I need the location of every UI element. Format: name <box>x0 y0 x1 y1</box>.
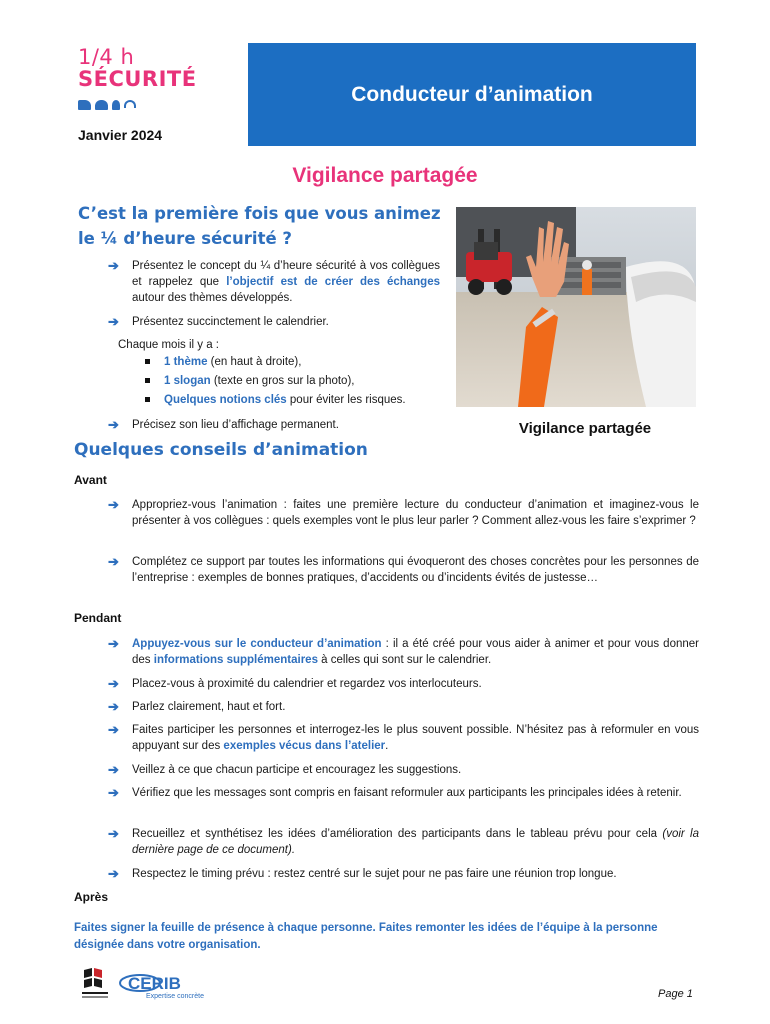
vigilance-photo <box>456 207 696 407</box>
pendant-bullet-7-text: Recueillez et synthétisez les idées d’amélioration des participants dans le tableau prévu pour cela <box>132 828 663 840</box>
intro-bullet-3 <box>108 417 440 433</box>
arrow-right-icon: ➔ <box>108 826 119 841</box>
arrow-right-icon: ➔ <box>108 258 119 273</box>
intro-question: C’est la première fois que vous animez le ¼ d’heure sécurité ? <box>78 204 441 248</box>
arrow-right-icon: ➔ <box>108 314 119 329</box>
avant-bullet-2-text: Complétez ce support par toutes les informations qui évoqueront des choses concrètes pour les personnes de l’entreprise : exemples de bonnes pratiques, d’accidents ou d’incidents évités de justesse… <box>132 556 699 584</box>
avant-bullet-1 <box>108 497 699 529</box>
pendant-bullet-1 <box>108 636 699 668</box>
glove-icon <box>112 100 120 110</box>
month-item-notions <box>145 392 406 408</box>
apres-text: Faites signer la feuille de présence à chaque personne. Faites remonter les idées de l’équipe à la personne désignée dans votre organisation. <box>74 922 658 951</box>
pendant-bullet-4-end: . <box>385 740 389 752</box>
intro-bullet-1-text: Présentez le concept du ¼ d’heure sécurité à vos collègues et rappelez que <box>132 260 440 288</box>
pendant-bullet-4-highlight: exemples vécus dans l’atelier <box>223 740 386 752</box>
square-bullet-icon <box>145 397 150 402</box>
header-banner <box>248 43 696 146</box>
federation-logo <box>80 966 112 1005</box>
pendant-bullet-7-note: (voir la dernière page de ce document). <box>132 828 699 856</box>
arrow-right-icon: ➔ <box>108 676 119 691</box>
square-bullet-icon <box>145 378 150 383</box>
pendant-bullet-1-highlight: Appuyez-vous sur le conducteur d’animation <box>132 638 382 650</box>
cerib-logo <box>118 967 208 1001</box>
safety-equipment-icons <box>78 100 136 110</box>
month-item-notions-label: Quelques notions clés <box>164 394 287 406</box>
section-pendant: Pendant <box>74 611 122 625</box>
avant-bullet-2 <box>108 554 699 586</box>
month-item-theme-label: 1 thème <box>164 356 208 368</box>
logo-line-2: SÉCURITÉ <box>78 67 197 91</box>
pendant-bullet-1-end: à celles qui sont sur le calendrier. <box>317 654 492 666</box>
month-item-notions-text: pour éviter les risques. <box>286 394 406 406</box>
arrow-right-icon: ➔ <box>108 636 119 651</box>
boot-icon <box>78 100 91 110</box>
avant-bullet-1-text: Appropriez-vous l’animation : faites une première lecture du conducteur d’animation et imaginez-vous le présenter à vos collègues : quels exemples vont le plus leur parler ? Comment allez-vous les faire s’exprimer ? <box>132 499 699 527</box>
document-date: Janvier 2024 <box>78 127 163 143</box>
headphones-icon <box>124 100 136 108</box>
pendant-bullet-8 <box>108 866 699 882</box>
pendant-bullet-2 <box>108 676 699 692</box>
intro-bullet-2-text: Présentez succinctement le calendrier. <box>132 316 329 328</box>
month-item-theme <box>145 354 301 370</box>
pendant-bullet-6 <box>108 785 699 801</box>
pendant-bullet-5-text: Veillez à ce que chacun participe et encouragez les suggestions. <box>132 764 462 776</box>
pendant-bullet-1-highlight-2: informations supplémentaires <box>153 654 318 666</box>
helmet-icon <box>95 100 108 110</box>
arrow-right-icon: ➔ <box>108 417 119 432</box>
photo-caption: Vigilance partagée <box>518 420 652 437</box>
month-item-slogan <box>145 373 354 389</box>
pendant-bullet-7 <box>108 826 699 858</box>
intro-bullet-1-highlight: l’objectif est de créer des échanges <box>226 276 440 288</box>
arrow-right-icon: ➔ <box>108 699 119 714</box>
pendant-bullet-8-text: Respectez le timing prévu : restez centré sur le sujet pour ne pas faire une réunion trop longue. <box>132 868 617 880</box>
month-item-slogan-label: 1 slogan <box>164 375 211 387</box>
month-intro: Chaque mois il y a : <box>118 339 219 351</box>
intro-bullet-1-end: autour des thèmes développés. <box>132 292 293 304</box>
pendant-bullet-3-text: Parlez clairement, haut et fort. <box>132 701 286 713</box>
pendant-bullet-6-text: Vérifiez que les messages sont compris en faisant reformuler aux participants les principales idées à retenir. <box>132 787 682 799</box>
pendant-bullet-3 <box>108 699 699 715</box>
arrow-right-icon: ➔ <box>108 762 119 777</box>
arrow-right-icon: ➔ <box>108 785 119 800</box>
banner-title: Conducteur d’animation <box>351 82 593 106</box>
tips-heading: Quelques conseils d’animation <box>74 440 368 460</box>
arrow-right-icon: ➔ <box>108 497 119 512</box>
page-title: Vigilance partagée <box>292 164 478 187</box>
month-item-theme-text: (en haut à droite), <box>207 356 302 368</box>
intro-bullet-1 <box>108 258 440 306</box>
page-number: Page 1 <box>658 988 693 1000</box>
arrow-right-icon: ➔ <box>108 554 119 569</box>
month-item-slogan-text: (texte en gros sur la photo), <box>210 375 355 387</box>
section-apres: Après <box>74 890 109 904</box>
arrow-right-icon: ➔ <box>108 866 119 881</box>
cerib-name: CERIB <box>128 974 181 993</box>
square-bullet-icon <box>145 359 150 364</box>
pendant-bullet-5 <box>108 762 699 778</box>
pendant-bullet-4-text: Faites participer les personnes et interrogez-les le plus souvent possible. N’hésitez pas à reformuler en vous appuyant sur des <box>132 724 699 752</box>
intro-bullet-2 <box>108 314 440 330</box>
pendant-bullet-2-text: Placez-vous à proximité du calendrier et regardez vos interlocuteurs. <box>132 678 482 690</box>
quart-heure-securite-logo <box>78 46 197 90</box>
arrow-right-icon: ➔ <box>108 722 119 737</box>
intro-bullet-3-text: Précisez son lieu d’affichage permanent. <box>132 419 339 431</box>
section-avant: Avant <box>74 473 107 487</box>
pendant-bullet-1-text: : il a été créé pour vous aider à animer et pour vous donner des <box>132 638 699 666</box>
cerib-tagline: Expertise concrète <box>146 993 204 1000</box>
pendant-bullet-4 <box>108 722 699 754</box>
logo-line-1: 1/4 h <box>78 45 135 69</box>
